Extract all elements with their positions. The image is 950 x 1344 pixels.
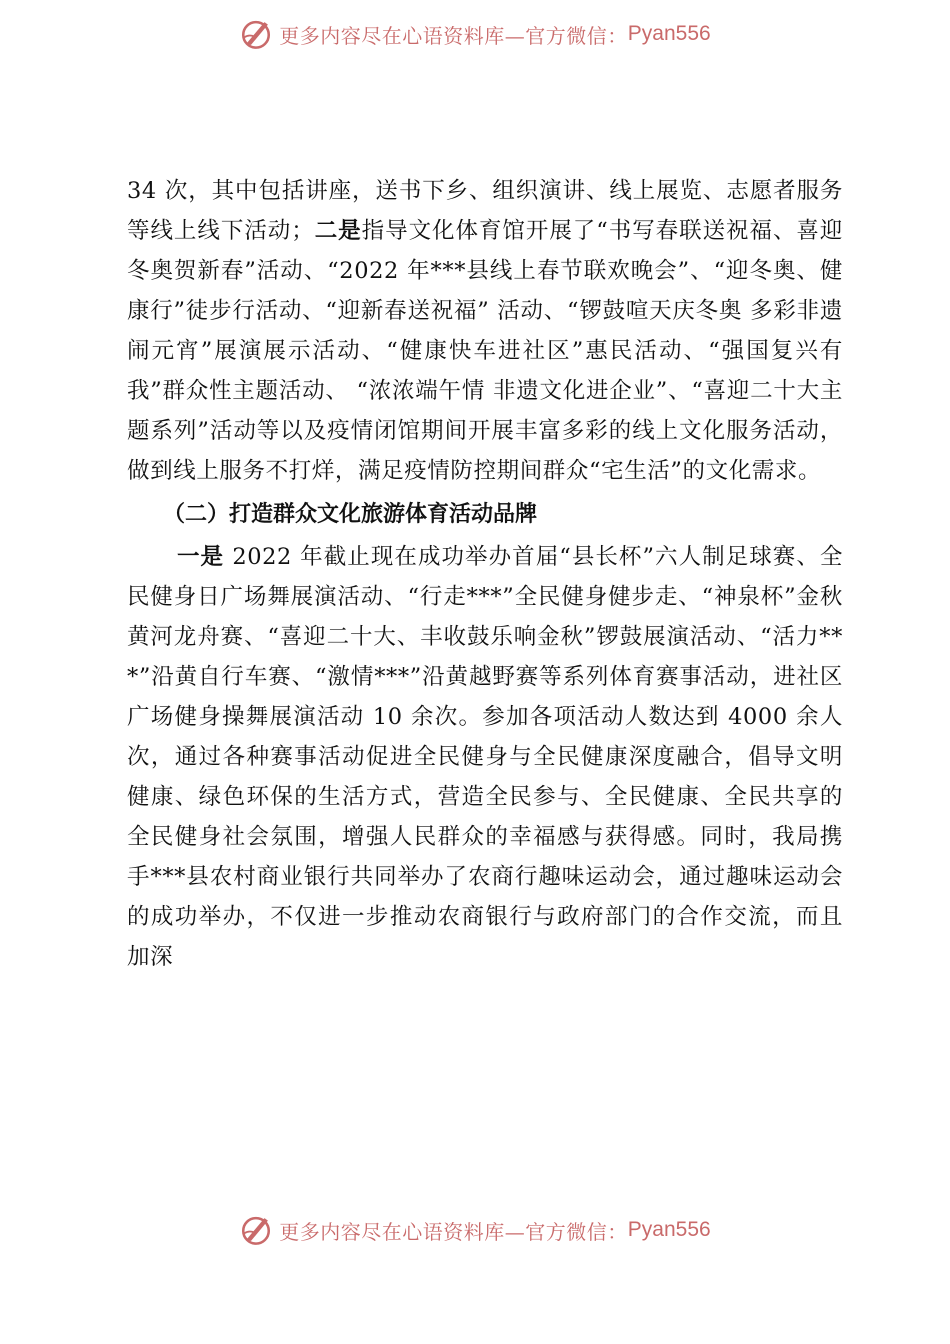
paragraph-1-part-1: 34 次，其中包括讲座，送书下乡、组织演讲、线上展览、志愿者服务等线上线下活动； (127, 178, 843, 244)
section-heading: （二）打造群众文化旅游体育活动品牌 (163, 502, 538, 527)
document-body (127, 171, 843, 977)
quill-logo-icon (239, 17, 273, 51)
footer-banner-text: 更多内容尽在心语资料库—官方微信： (279, 1219, 628, 1244)
paragraph-2-text: 2022 年截止现在成功举办首届“县长杯”六人制足球赛、全民健身日广场舞展演活动、“行走***”全民健身健步走、“神泉杯”金秋黄河龙舟赛、“喜迎二十大、丰收鼓乐响金秋”锣鼓展演活动、“活力***”沿黄自行车赛、“激情***”沿黄越野赛等系列体育赛事活动，进社区广场健身操舞展演活动 10 余次。参加各项活动人数达到 4000 余人次，通过各种赛事活动促进全民健身与全民健康深度融合，倡导文明健康、绿色环保的生活方式，营造全民参与、全民健康、全民共享的全民健身社会氛围，增强人民群众的幸福感与获得感。同时，我局携手***县农村商业银行共同举办了农商行趣味运动会，通过趣味运动会的成功举办，不仅进一步推动农商银行与政府部门的合作交流，而且加深 (127, 544, 843, 970)
banner-text: 更多内容尽在心语资料库—官方微信： (279, 23, 628, 48)
quill-logo-icon (239, 1213, 273, 1247)
footer-banner-wechat-id: Pyan556 (627, 1218, 711, 1241)
paragraph-1 (127, 171, 843, 491)
paragraph-1-marker: 二是 (314, 218, 362, 244)
paragraph-2-marker: 一是 (177, 544, 225, 570)
footer-banner (0, 1208, 950, 1252)
header-banner (0, 12, 950, 56)
banner-wechat-id: Pyan556 (627, 22, 711, 45)
paragraph-1-part-2: 指导文化体育馆开展了“书写春联送祝福、喜迎冬奥贺新春”活动、“2022 年***县线上春节联欢晚会”、“迎冬奥、健康行”徒步行活动、“迎新春送祝福” 活动、“锣鼓喧天庆冬奥 多彩非遗闹元宵”展演展示活动、“健康快车进社区”惠民活动、“强国复兴有我”群众性主题活动、 “浓浓端午情 非遗文化进企业”、“喜迎二十大主题系列”活动等以及疫情闭馆期间开展丰富多彩的线上文化服务活动， 做到线上服务不打烊，满足疫情防控期间群众“宅生活”的文化需求。 (127, 218, 843, 484)
paragraph-2 (127, 537, 843, 977)
